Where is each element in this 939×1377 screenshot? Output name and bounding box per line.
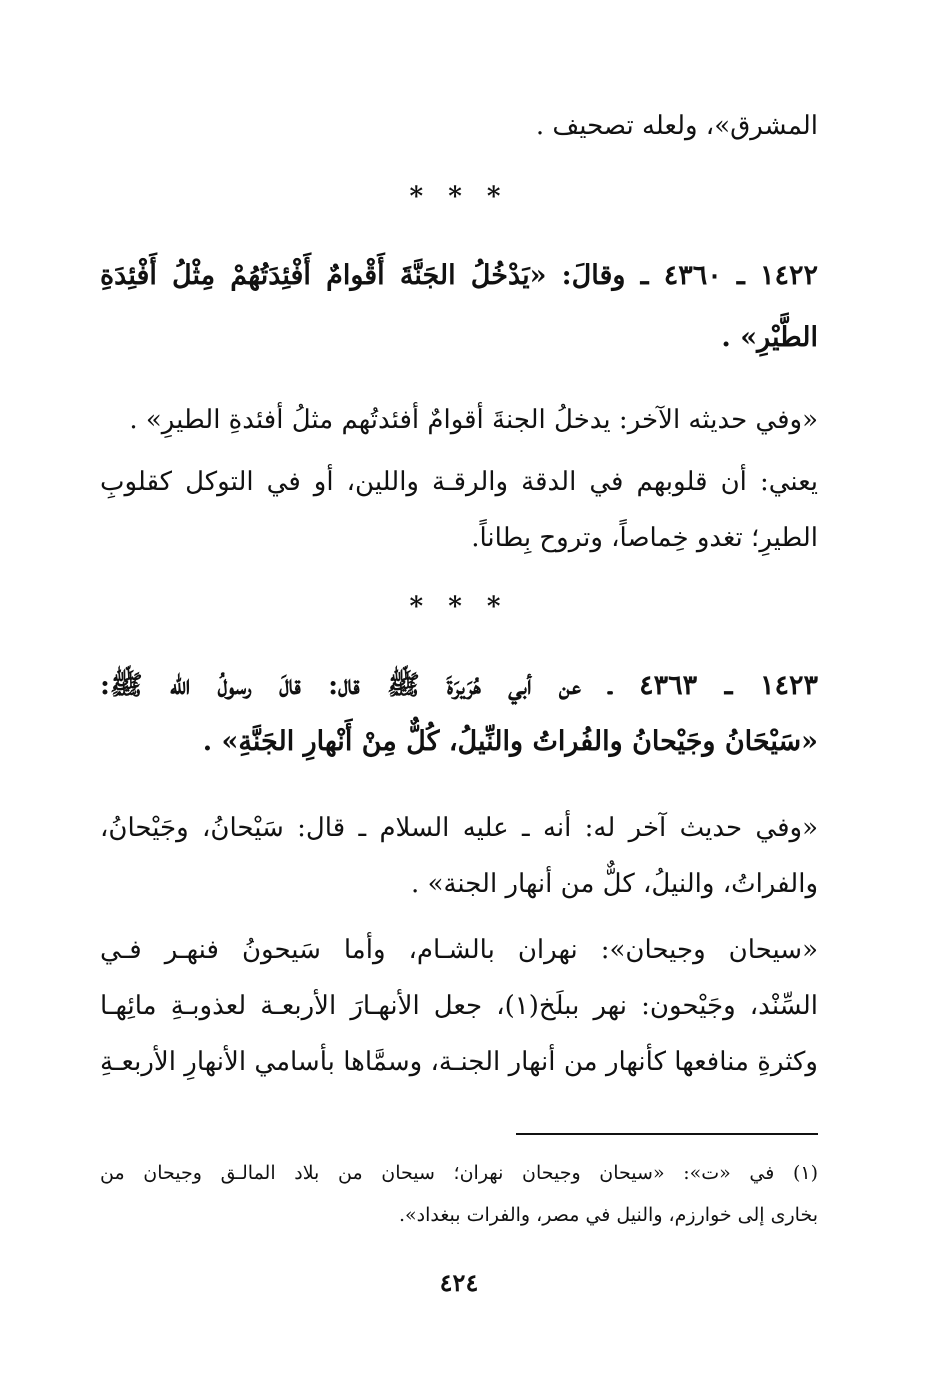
commentary-line: «سيحان وجيحان»: نهران بالشـام، وأما سَيحونُ فنهـر فـي (100, 935, 818, 965)
commentary-line: يعني: أن قلوبهم في الدقة والرقـة واللين، أو في التوكل كقلوبِ (100, 467, 818, 497)
continuation-line: المشرق»، ولعله تصحيف . (535, 111, 818, 141)
commentary-line: وكثرةِ منافعها كأنهار من أنهار الجنـة، وسمَّاها بأسامي الأنهارِ الأربعـةِ (100, 1047, 818, 1077)
hadith-text-line: الطَّيْرِ» . (721, 322, 818, 353)
commentary-line: السِّنْد، وجَيْحون: نهر ببلَخ(١)، جعل الأنهـارَ الأربعـة لعذوبـةِ مائِهـا (100, 991, 819, 1021)
commentary-line: والفراتُ، والنيلُ، كلٌّ من أنهار الجنة» . (411, 869, 818, 899)
section-separator: * * * (409, 182, 509, 212)
footnote-line: (١) في «ت»: «سيحان وجيحان نهران؛ سيحان من بلاد المالـق وجيحان من (100, 1162, 818, 1184)
book-page (100, 0, 818, 1377)
hadith-text-line: ١٤٢٣ ـ ٤٣٦٣ ـ عن أبي هُرَيرَةَ ﷺ قال: قالَ رسولُ الله ﷺ: (100, 670, 818, 701)
commentary-line: «وفي حديث آخر له: أنه ـ عليه السلام ـ قال: سَيْحانُ، وجَيْحانُ، (100, 813, 818, 843)
footnote-line: بخارى إلى خوارزم، والنيل في مصر، والفرات ببغداد». (398, 1204, 818, 1226)
section-separator: * * * (409, 592, 509, 622)
hadith-text-line: «سَيْحَانُ وجَيْحانُ والفُراتُ والنِّيلُ، كُلٌّ مِنْ أَنْهارِ الجَنَّةِ» . (202, 726, 818, 757)
footnote-separator-rule (516, 1133, 818, 1135)
commentary-line: «وفي حديثه الآخر: يدخلُ الجنةَ أقوامٌ أفئدتُهم مثلُ أفئدةِ الطيرِ» . (129, 405, 818, 435)
page-number: ٤٢٤ (439, 1268, 479, 1297)
hadith-text-line: ١٤٢٢ ـ ٤٣٦٠ ـ وقالَ: «يَدْخُلُ الجَنَّةَ أَقْوامٌ أَفْئِدَتُهُمْ مِثْلُ أَفْئِدَةِ (100, 260, 818, 291)
commentary-line: الطيرِ؛ تغدو خِماصاً، وتروح بِطاناً. (471, 523, 818, 553)
